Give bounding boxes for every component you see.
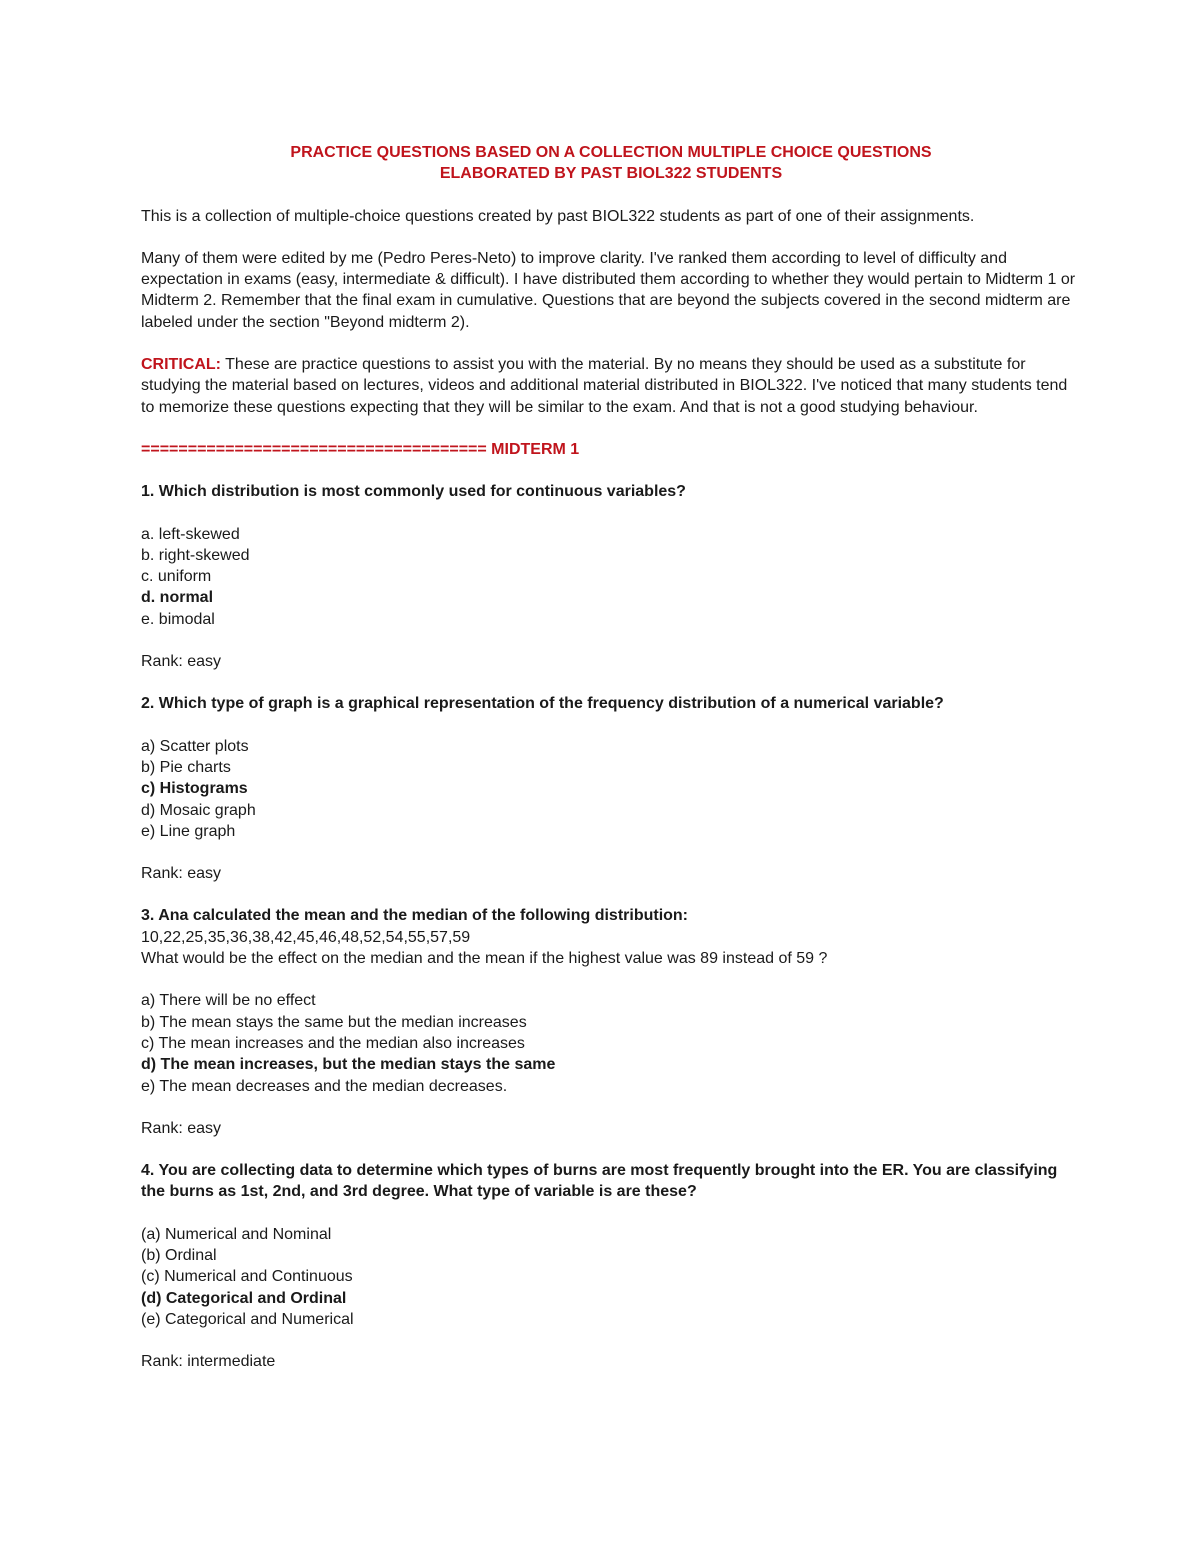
question-followup: What would be the effect on the median and the mean if the highest value was 89 instead of 59 ?: [141, 950, 828, 968]
question-rank: Rank: easy: [141, 1119, 222, 1137]
question-prompt: 3. Ana calculated the mean and the median of the following distribution:: [141, 907, 689, 925]
answer-option: c. uniform: [141, 568, 212, 586]
question-prompt: 1. Which distribution is most commonly used for continuous variables?: [141, 483, 686, 501]
question-3: [141, 905, 1081, 1139]
correct-answer-option: (d) Categorical and Ordinal: [141, 1289, 347, 1307]
title-line-2: ELABORATED BY PAST BIOL322 STUDENTS: [439, 165, 783, 183]
question-data-values: 10,22,25,35,36,38,42,45,46,48,52,54,55,57,59: [141, 928, 471, 946]
critical-text: These are practice questions to assist you with the material. By no means they should be used as a substitute for studying the material based on lectures, videos and additional material distributed in BIOL322. I've noticed that many students tend to memorize these questions expecting that they will be similar to the exam. And that is not a good studying behaviour.: [141, 356, 1068, 416]
correct-answer-option: d. normal: [141, 589, 214, 607]
answer-option: b) The mean stays the same but the median increases: [141, 1013, 527, 1031]
question-rank: Rank: easy: [141, 653, 222, 671]
answer-option: a. left-skewed: [141, 525, 240, 543]
question-1: [141, 481, 1081, 672]
answer-option: e) The mean decreases and the median decreases.: [141, 1077, 508, 1095]
question-prompt: 4. You are collecting data to determine which types of burns are most frequently brought into the ER. You are classifying the burns as 1st, 2nd, and 3rd degree. What type of variable is are these?: [141, 1162, 1058, 1201]
answer-option: a) There will be no effect: [141, 992, 316, 1010]
section-divider-midterm-1: ===================================== MIDTERM 1: [141, 440, 580, 458]
question-prompt: 2. Which type of graph is a graphical representation of the frequency distribution of a numerical variable?: [141, 695, 944, 713]
answer-option: a) Scatter plots: [141, 737, 249, 755]
question-rank: Rank: easy: [141, 865, 222, 883]
intro-paragraph-1: This is a collection of multiple-choice questions created by past BIOL322 students as part of one of their assignments.: [141, 207, 975, 225]
intro-paragraph-2: Many of them were edited by me (Pedro Peres-Neto) to improve clarity. I've ranked them according to level of difficulty and expectation in exams (easy, intermediate & difficult). I have distributed them according to whether they would pertain to Midterm 1 or Midterm 2. Remember that the final exam in cumulative. Questions that are beyond the subjects covered in the second midterm are labeled under the section "Beyond midterm 2).: [141, 249, 1076, 331]
answer-option: d) Mosaic graph: [141, 801, 256, 819]
correct-answer-option: d) The mean increases, but the median stays the same: [141, 1056, 556, 1074]
answer-option: (c) Numerical and Continuous: [141, 1268, 353, 1286]
page-title: [141, 142, 1081, 185]
answer-option: b. right-skewed: [141, 546, 250, 564]
answer-option: (b) Ordinal: [141, 1246, 217, 1264]
answer-option: e) Line graph: [141, 822, 236, 840]
answer-option: e. bimodal: [141, 610, 215, 628]
title-line-1: PRACTICE QUESTIONS BASED ON A COLLECTION MULTIPLE CHOICE QUESTIONS: [290, 144, 932, 161]
question-2: [141, 693, 1081, 884]
critical-paragraph: [141, 354, 1081, 418]
correct-answer-option: c) Histograms: [141, 780, 248, 798]
answer-option: c) The mean increases and the median also increases: [141, 1034, 525, 1052]
answer-option: (a) Numerical and Nominal: [141, 1225, 332, 1243]
answer-option: (e) Categorical and Numerical: [141, 1310, 354, 1328]
answer-option: b) Pie charts: [141, 758, 231, 776]
question-rank: Rank: intermediate: [141, 1353, 276, 1371]
critical-label: CRITICAL:: [141, 356, 221, 374]
document-content: [141, 142, 1081, 1372]
question-4: [141, 1160, 1081, 1372]
